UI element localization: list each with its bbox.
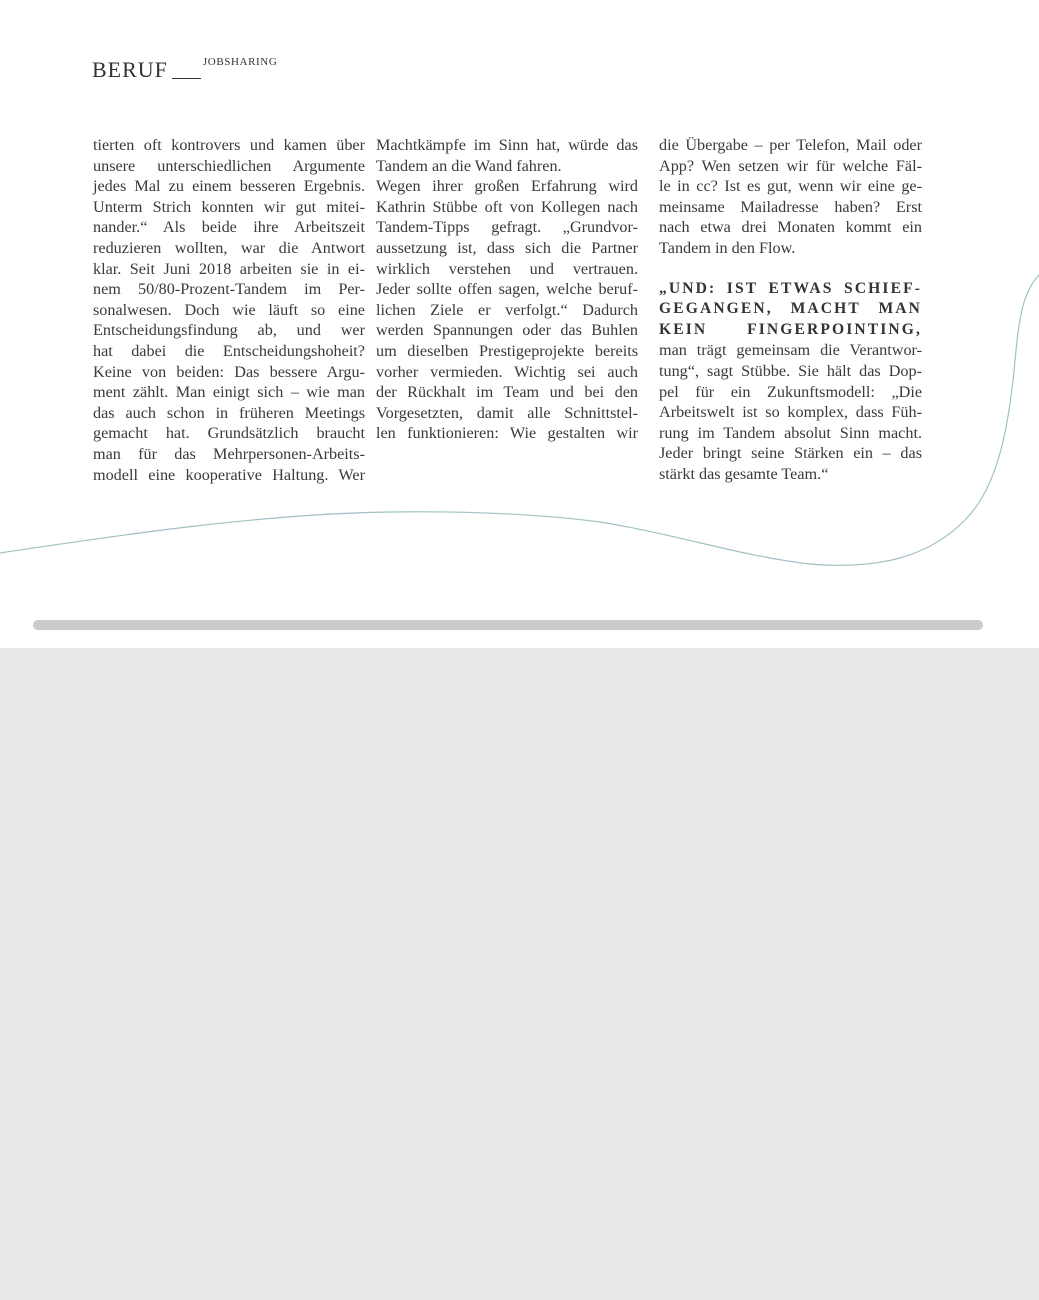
text-line: sonalwesen. Doch wie läuft so eine [93,300,365,319]
text-line: werden Spannungen oder das Buhlen [376,321,638,340]
text-line: um dieselben Prestigeprojekte bereits [376,341,638,360]
text-line: Tandem-Tipps gefragt. „Grundvor- [376,218,638,237]
text-line: GEGANGEN, MACHT MAN [659,300,922,318]
text-line: Vorgesetzten, damit alle Schnittstel- [376,403,638,422]
text-line: man für das Mehrpersonen-Arbeits- [93,444,365,463]
text-line: hat dabei die Entscheidungshoheit? [93,341,365,360]
text-line: „UND: IST ETWAS SCHIEF- [659,279,922,297]
page-header [92,52,277,82]
text-line: Entscheidungsfindung ab, und wer [93,321,365,340]
text-line: gemacht hat. Grundsätzlich braucht [93,424,365,443]
text-line: das auch schon in früheren Meetings [93,403,365,422]
text-line: nem 50/80-Prozent-Tandem im Per- [93,280,365,299]
topic-label: JOBSHARING [202,56,278,68]
text-line: Machtkämpfe im Sinn hat, würde das [376,136,638,154]
text-line: Keine von beiden: Das bessere Argu- [93,362,365,381]
text-line: Unterm Strich konnten wir gut mitei- [93,197,365,216]
text-line: wirklich verstehen und vertrauen. [376,259,638,278]
text-line: KEIN FINGERPOINTING, [659,320,922,338]
text-line: len funktionieren: Wie gestalten wir [376,424,638,443]
text-line: Kathrin Stübbe oft von Kollegen nach [376,197,638,216]
text-column-3 [659,135,922,485]
text-line: nach etwa drei Monaten kommt ein [659,218,922,237]
horizontal-scrollbar[interactable] [33,620,983,630]
text-line: meinsame Mailadresse haben? Erst [659,197,922,216]
text-line: unsere unterschiedlichen Argumente [93,156,365,175]
text-line: Jeder bringt seine Stärken ein – das [659,444,922,463]
text-line: Tandem an die Wand fahren. [376,156,562,175]
text-line: modell eine kooperative Haltung. Wer [93,465,365,484]
text-line: reduzieren wollten, war die Antwort [93,238,365,257]
text-line: Arbeitswelt ist so komplex, dass Füh- [659,403,922,422]
text-line: Tandem in den Flow. [659,238,796,257]
pull-quote [659,279,922,341]
text-line: stärkt das gesamte Team.“ [659,464,829,483]
text-line: ment zählt. Man einigt sich – wie man [93,383,365,402]
text-line: die Übergabe – per Telefon, Mail oder [659,136,922,154]
text-line: Jeder sollte offen sagen, welche beruf- [376,280,638,299]
text-line: klar. Seit Juni 2018 arbeiten sie in ei- [93,259,365,278]
text-column-2 [376,135,638,444]
text-line: jedes Mal zu einem besseren Ergebnis. [93,177,365,196]
text-column-1 [93,135,365,485]
document-page [0,0,1039,648]
column-3-quote-paragraph [659,340,922,484]
text-line: nander.“ Als beide ihre Arbeitszeit [93,218,365,237]
text-line: man trägt gemeinsam die Verantwor- [659,341,922,360]
text-line: tung“, sagt Stübbe. Sie hält das Dop- [659,361,922,380]
text-line: rung im Tandem absolut Sinn macht. [659,423,922,442]
text-line: lichen Ziele er verfolgt.“ Dadurch [376,300,638,319]
text-line: App? Wen setzen wir für welche Fäl- [659,156,922,175]
text-line: le in cc? Ist es gut, wenn wir eine ge- [659,177,922,196]
text-line: vorher vermieden. Wichtig sei auch [376,362,638,381]
text-line: tierten oft kontrovers und kamen über [93,136,365,154]
text-line: pel für ein Zukunftsmodell: „Die [659,382,922,401]
header-rule [172,78,201,79]
text-line: der Rückhalt im Team und bei den [376,383,638,402]
column-3-paragraph [659,135,922,259]
text-line: aussetzung ist, dass sich die Partner [376,238,638,257]
section-title: BERUF [92,57,168,82]
text-line: Wegen ihrer großen Erfahrung wird [376,177,638,196]
